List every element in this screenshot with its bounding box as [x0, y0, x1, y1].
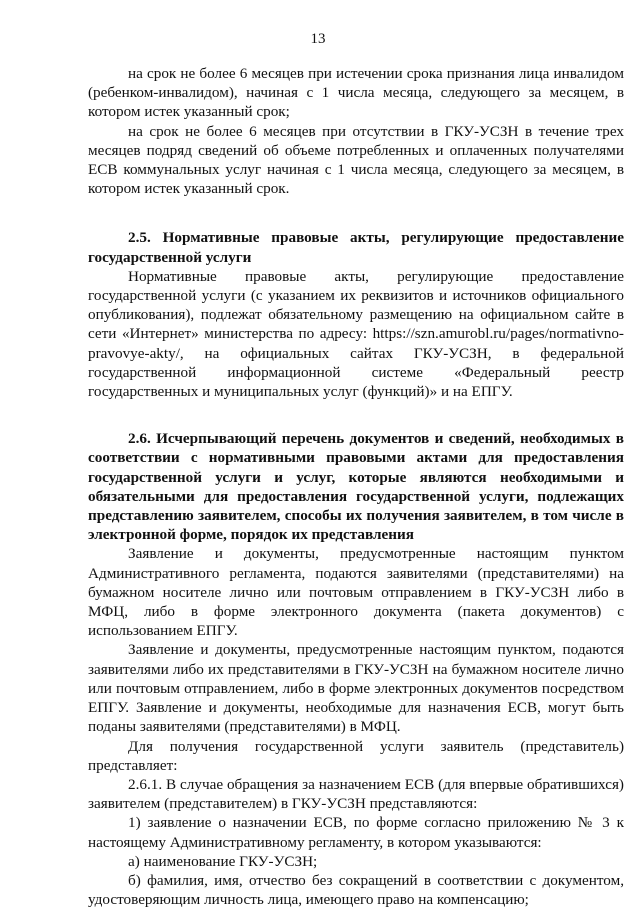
section-2-6-paragraph: Для получения государственной услуги заявитель (представитель) представляет:	[88, 737, 624, 774]
section-2-5-heading: 2.5. Нормативные правовые акты, регулирующие предоставление государственной услуги	[88, 229, 624, 266]
list-item: б) фамилия, имя, отчество без сокращений в соответствии с документом, удостоверяющим личность лица, имеющего право на компенсацию;	[88, 871, 624, 909]
intro-paragraph: на срок не более 6 месяцев при истечении срока признания лица инвалидом (ребенком-инвалидом), начиная с 1 числа месяца, следующего за месяцем, в котором истек указанный срок;	[88, 65, 624, 121]
intro-paragraph: на срок не более 6 месяцев при отсутствии в ГКУ-УСЗН в течение трех месяцев подряд сведений об объеме потребленных и оплаченных получателями ЕСВ коммунальных услуг начиная с 1 числа месяца, следующего за месяцем, в котором истек указанный срок.	[88, 122, 624, 198]
document-body	[88, 64, 624, 909]
section-spacer	[88, 401, 624, 429]
section-2-5-paragraph: Нормативные правовые акты, регулирующие предоставление государственной услуги (с указанием их реквизитов и источников официального опубликования), подлежат обязательному размещению на официальном сайте в сети «Интернет» министерства по адресу: https://szn.amurobl.ru/pages/normativno-pravovye-akty/, на официальных сайтах ГКУ-УСЗН, в федеральной государственной информационной системе «Федеральный реестр государственных и муниципальных услуг (функций)» и на ЕПГУ.	[88, 267, 624, 401]
page-number: 13	[310, 31, 326, 47]
section-2-6-paragraph: 1) заявление о назначении ЕСВ, по форме согласно приложению № 3 к настоящему Административному регламенту, в котором указываются:	[88, 814, 624, 851]
section-2-6-paragraph: Заявление и документы, предусмотренные настоящим пунктом, подаются заявителями либо их представителями в ГКУ-УСЗН на бумажном носителе лично или почтовым отправлением, либо в форме электронных документов посредством ЕПГУ. Заявление и документы, необходимые для назначения ЕСВ, могут быть поданы заявителями (представителями) в МФЦ.	[88, 641, 624, 736]
section-2-6-paragraph: Заявление и документы, предусмотренные настоящим пунктом Административного регламента, подаются заявителями (представителями) на бумажном носителе лично или почтовым отправлением в ГКУ-УСЗН либо в МФЦ, либо в форме электронного документа (пакета документов) с использованием ЕПГУ.	[88, 545, 624, 640]
list-item: а) наименование ГКУ-УСЗН;	[128, 852, 318, 870]
section-spacer	[88, 198, 624, 228]
section-2-6-paragraph: 2.6.1. В случае обращения за назначением ЕСВ (для впервые обратившихся) заявителем (представителем) в ГКУ-УСЗН представляются:	[88, 775, 624, 813]
section-2-6-heading: 2.6. Исчерпывающий перечень документов и сведений, необходимых в соответствии с нормативными правовыми актами для предоставления государственной услуги и услуг, которые являются необходимыми и обязательными для предоставления государственной услуги, подлежащих представлению заявителем, способы их получения заявителем, в том числе в электронной форме, порядок их представления	[88, 430, 624, 544]
